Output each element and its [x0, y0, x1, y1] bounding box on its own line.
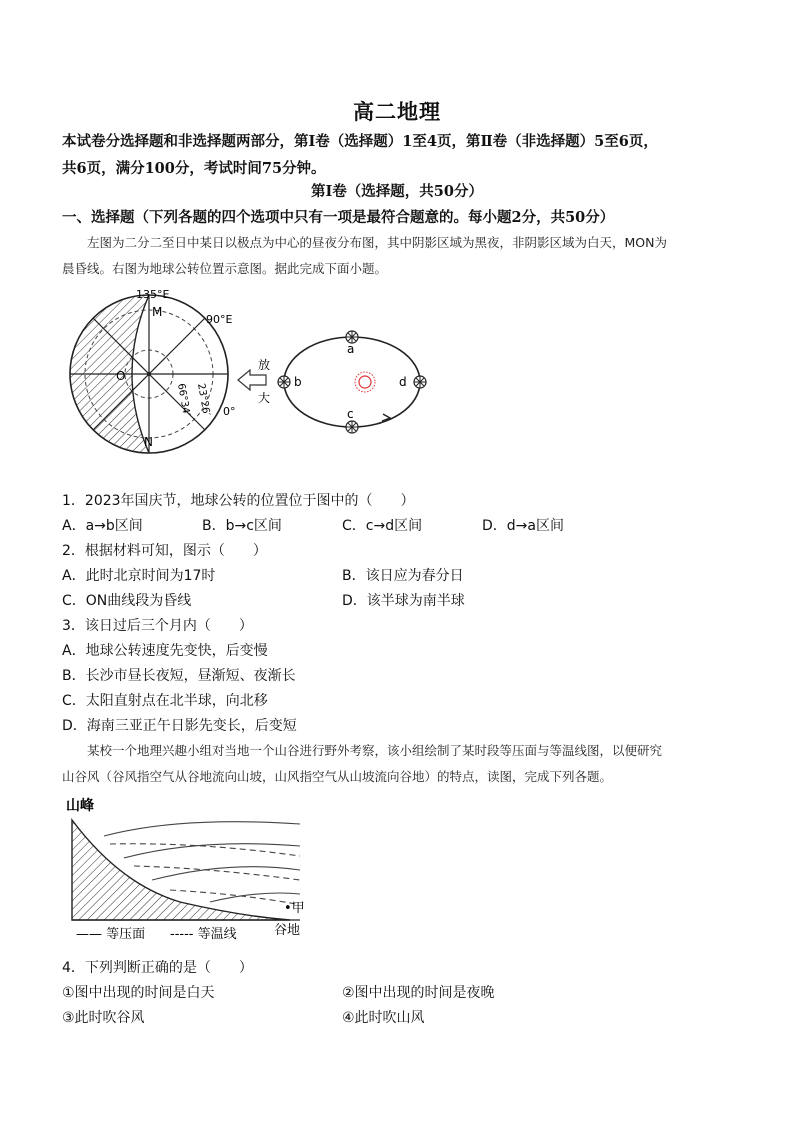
intro-line-1: 本试卷分选择题和非选择题两部分，第Ⅰ卷（选择题）1至4页，第Ⅱ卷（非选择题）5至6页，: [62, 133, 658, 150]
q2-option-b[interactable]: B．该日应为春分日: [342, 568, 464, 584]
q3-option-b[interactable]: B．长沙市昼长夜短，昼渐短、夜渐长: [62, 668, 296, 684]
q3-stem: 3．该日过后三个月内（ ）: [62, 618, 253, 634]
orbit-a-label: a: [347, 342, 355, 356]
q1-option-c[interactable]: C．c→d区间: [342, 518, 423, 534]
figure-earth-orbit: [60, 286, 440, 454]
valley-label: 谷地: [274, 923, 301, 938]
earth-d-icon: [414, 376, 426, 388]
part1-heading: 一、选择题（下列各题的四个选项中只有一项是最符合题意的。每小题2分，共50分）: [62, 209, 615, 226]
zoom-arrow-icon: [238, 370, 266, 390]
q4-stem: 4．下列判断正确的是（ ）: [62, 960, 253, 976]
orbit-c-label: c: [347, 407, 354, 421]
q2-option-d[interactable]: D．该半球为南半球: [342, 593, 465, 609]
point-o-label: O: [116, 369, 126, 383]
figure-valley-wind: [60, 794, 320, 944]
isobar-3: [152, 867, 300, 880]
q1-option-b[interactable]: B．b→c区间: [202, 518, 282, 534]
mountain-slope: [72, 820, 290, 920]
legend-isobar: —— 等压面: [76, 927, 146, 942]
q2-option-c[interactable]: C．ON曲线段为昏线: [62, 593, 192, 609]
page-title: 高二地理: [353, 99, 441, 124]
material2-line-2: 山谷风（谷风指空气从谷地流向山坡，山风指空气从山坡流向谷地）的特点，读图，完成下列各题。: [62, 769, 613, 784]
q3-option-a[interactable]: A．地球公转速度先变快，后变慢: [62, 643, 268, 659]
orbit-b-label: b: [294, 375, 302, 389]
pole-point: [147, 372, 151, 376]
q1-stem: 1．2023年国庆节，地球公转的位置位于图中的（ ）: [62, 493, 415, 509]
lat-66-label: 66°34′: [175, 382, 192, 417]
isobar-2: [124, 844, 300, 858]
isobar-1: [104, 822, 300, 836]
point-jia-label: •甲: [284, 901, 305, 916]
q1-option-a[interactable]: A．a→b区间: [62, 518, 143, 534]
material1-line-2: 晨昏线。右图为地球公转位置示意图。据此完成下面小题。: [62, 261, 388, 276]
q4-option-1[interactable]: ①图中出现的时间是白天: [62, 985, 215, 1001]
q2-option-a[interactable]: A．此时北京时间为17时: [62, 568, 216, 584]
q4-option-2[interactable]: ②图中出现的时间是夜晚: [342, 985, 495, 1001]
q4-option-4[interactable]: ④此时吹山风: [342, 1010, 425, 1026]
point-m-label: M: [152, 305, 163, 319]
intro-line-2: 共6页，满分100分，考试时间75分钟。: [62, 160, 326, 177]
peak-label: 山峰: [66, 798, 94, 814]
q3-option-d[interactable]: D．海南三亚正午日影先变长，后变短: [62, 718, 297, 734]
zoom-label-top: 放: [258, 358, 271, 372]
q3-option-c[interactable]: C．太阳直射点在北半球，向北移: [62, 693, 268, 709]
earth-c-icon: [346, 421, 358, 433]
section-title: 第Ⅰ卷（选择题，共50分）: [311, 183, 483, 200]
q1-option-d[interactable]: D．d→a区间: [482, 518, 564, 534]
material1-line-1: 左图为二分二至日中某日以极点为中心的昼夜分布图，其中阴影区域为黑夜，非阴影区域为白天，MON为: [87, 235, 667, 250]
lon-135-label: 135°E: [136, 288, 170, 301]
orbit-d-label: d: [399, 375, 407, 389]
legend-isotherm: ----- 等温线: [170, 927, 237, 942]
material2-line-1: 某校一个地理兴趣小组对当地一个山谷进行野外考察，该小组绘制了某时段等压面与等温线图，以便研究: [87, 743, 663, 758]
zoom-label-bottom: 大: [258, 391, 271, 405]
q2-stem: 2．根据材料可知，图示（ ）: [62, 543, 267, 559]
lon-0-label: 0°: [223, 405, 236, 418]
earth-b-icon: [278, 376, 290, 388]
q4-option-3[interactable]: ③此时吹谷风: [62, 1010, 145, 1026]
sun-icon: [355, 372, 375, 392]
lat-23-label: 23°26′: [195, 382, 212, 417]
point-n-label: N: [144, 435, 153, 449]
lon-90-label: 90°E: [206, 313, 233, 326]
